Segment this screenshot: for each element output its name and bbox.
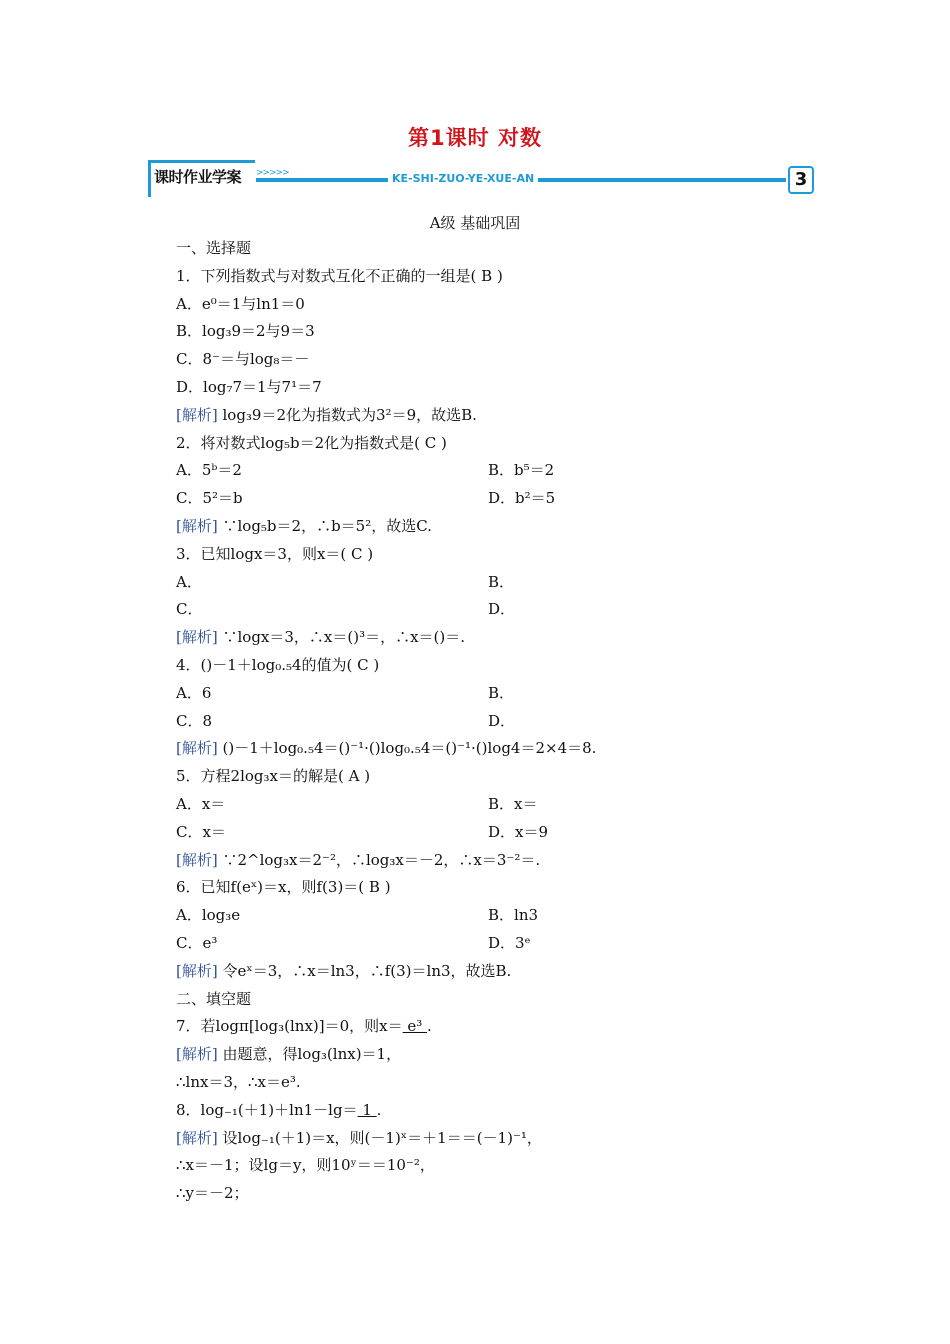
- text-line: [176, 847, 816, 875]
- text-line: [176, 930, 816, 958]
- line-end: .: [427, 1017, 432, 1036]
- text-line: [176, 457, 816, 485]
- banner-tag: 课时作业学案: [154, 168, 242, 186]
- text-line: [176, 402, 816, 430]
- line-text: A．x＝: [176, 794, 226, 813]
- line-text: ∵log₅b＝2，∴b＝5²，故选C.: [217, 516, 432, 535]
- line-text: ∴y＝－2；: [176, 1184, 249, 1203]
- line-text: 8．log₋₁(＋1)＋ln1－lg＝: [176, 1100, 358, 1119]
- option-right: D．: [488, 711, 516, 730]
- text-line: [176, 235, 816, 263]
- analysis-tag: [解析]: [176, 405, 218, 424]
- line-text: C．e³: [176, 933, 218, 952]
- line-text: D．log₇7＝1与7¹＝7: [176, 377, 322, 396]
- text-line: [176, 819, 816, 847]
- analysis-tag: [解析]: [176, 516, 218, 535]
- option-right: D．3ᵉ: [488, 933, 531, 952]
- line-text: 5．方程2log₃x＝的解是( A ): [176, 767, 371, 786]
- text-line: [176, 791, 816, 819]
- analysis-tag: [解析]: [176, 961, 218, 980]
- analysis-tag: [解析]: [176, 628, 218, 647]
- text-line: [176, 1125, 816, 1153]
- option-right: B．: [488, 683, 515, 702]
- text-line: [176, 1180, 816, 1208]
- line-text: A．5ᵇ＝2: [176, 461, 242, 480]
- option-right: D．b²＝5: [488, 489, 556, 508]
- text-line: [176, 708, 816, 736]
- text-line: [176, 318, 816, 346]
- analysis-tag: [解析]: [176, 1128, 218, 1147]
- line-text: 3．已知logx＝3，则x＝( C ): [176, 544, 374, 563]
- line-text: 2．将对数式log₅b＝2化为指数式是( C ): [176, 433, 447, 452]
- line-text: ∵2^log₃x＝2⁻²，∴log₃x＝－2，∴x＝3⁻²＝.: [217, 850, 541, 869]
- text-line: [176, 596, 816, 624]
- line-text: 4．()－1＋log₀.₅4的值为( C ): [176, 655, 380, 674]
- line-end: .: [376, 1100, 382, 1119]
- option-right: B．x＝: [488, 794, 538, 813]
- line-text: A．log₃e: [176, 906, 241, 925]
- line-text: B．log₃9＝2与9＝3: [176, 322, 315, 341]
- line-text: 二、填空题: [176, 989, 252, 1008]
- line-text: A．e⁰＝1与ln1＝0: [176, 294, 305, 313]
- level-heading: A级 基础巩固: [429, 214, 521, 232]
- text-line: [176, 735, 816, 763]
- line-text: C．8: [176, 711, 213, 730]
- banner-pinyin: KE-SHI-ZUO-YE-XUE-AN: [388, 172, 538, 185]
- line-text: C．5²＝b: [176, 489, 243, 508]
- option-right: B．b⁵＝2: [488, 461, 555, 480]
- line-text: 一、选择题: [176, 239, 252, 257]
- text-line: [176, 430, 816, 458]
- line-text: 设log₋₁(＋1)＝x，则(－1)ˣ＝＋1＝＝(－1)⁻¹，: [217, 1128, 542, 1147]
- line-text: log₃9＝2化为指数式为3²＝9，故选B.: [217, 405, 477, 424]
- text-line: [176, 374, 816, 402]
- option-right: D．x＝9: [488, 822, 549, 841]
- line-text: A．: [176, 572, 202, 591]
- option-right: B．: [488, 572, 515, 591]
- text-line: [176, 1097, 816, 1125]
- text-line: [176, 624, 816, 652]
- text-line: [176, 986, 816, 1014]
- text-line: [176, 874, 816, 902]
- text-line: [176, 541, 816, 569]
- text-line: [176, 1069, 816, 1097]
- option-right: B．ln3: [488, 906, 539, 925]
- line-text: 由题意，得log₃(lnx)＝1，: [217, 1045, 402, 1064]
- line-text: 令eˣ＝3，∴x＝ln3，∴f(3)＝ln3，故选B.: [217, 961, 512, 980]
- exercise-content: [176, 235, 816, 1208]
- text-line: [176, 958, 816, 986]
- text-line: [176, 1013, 816, 1041]
- banner-number: 3: [788, 166, 814, 194]
- text-line: [176, 763, 816, 791]
- line-text: C．8⁻＝与log₈＝－: [176, 350, 310, 369]
- text-line: [176, 1152, 816, 1180]
- header-banner: [148, 160, 814, 198]
- option-right: D．: [488, 600, 516, 619]
- text-line: [176, 652, 816, 680]
- fill-answer: e³: [402, 1017, 428, 1036]
- line-text: C．x＝: [176, 822, 226, 841]
- line-text: C．: [176, 600, 203, 619]
- banner-arrows: >>>>>: [256, 168, 289, 178]
- line-text: ∴x＝－1；设lg＝y，则10ʸ＝＝10⁻²，: [176, 1156, 435, 1175]
- text-line: [176, 513, 816, 541]
- text-line: [176, 680, 816, 708]
- text-line: [176, 346, 816, 374]
- line-text: 6．已知f(eˣ)＝x，则f(3)＝( B ): [176, 878, 391, 897]
- text-line: [176, 1041, 816, 1069]
- page-title: 第1课时 对数: [408, 126, 542, 150]
- fill-answer: 1: [357, 1100, 377, 1119]
- analysis-tag: [解析]: [176, 850, 218, 869]
- text-line: [176, 485, 816, 513]
- line-text: A．6: [176, 683, 212, 702]
- text-line: [176, 263, 816, 291]
- text-line: [176, 569, 816, 597]
- line-text: ∵logx＝3，∴x＝()³＝，∴x＝()＝.: [217, 628, 466, 647]
- line-text: 7．若logπ[log₃(lnx)]＝0，则x＝: [176, 1017, 403, 1036]
- line-text: ()－1＋log₀.₅4＝()⁻¹·()log₀.₅4＝()⁻¹·()log4＝2×4＝8.: [217, 739, 597, 758]
- analysis-tag: [解析]: [176, 1045, 218, 1064]
- text-line: [176, 291, 816, 319]
- line-text: ∴lnx＝3，∴x＝e³.: [176, 1072, 301, 1091]
- analysis-tag: [解析]: [176, 739, 218, 758]
- text-line: [176, 902, 816, 930]
- line-text: 1．下列指数式与对数式互化不正确的一组是( B ): [176, 266, 503, 285]
